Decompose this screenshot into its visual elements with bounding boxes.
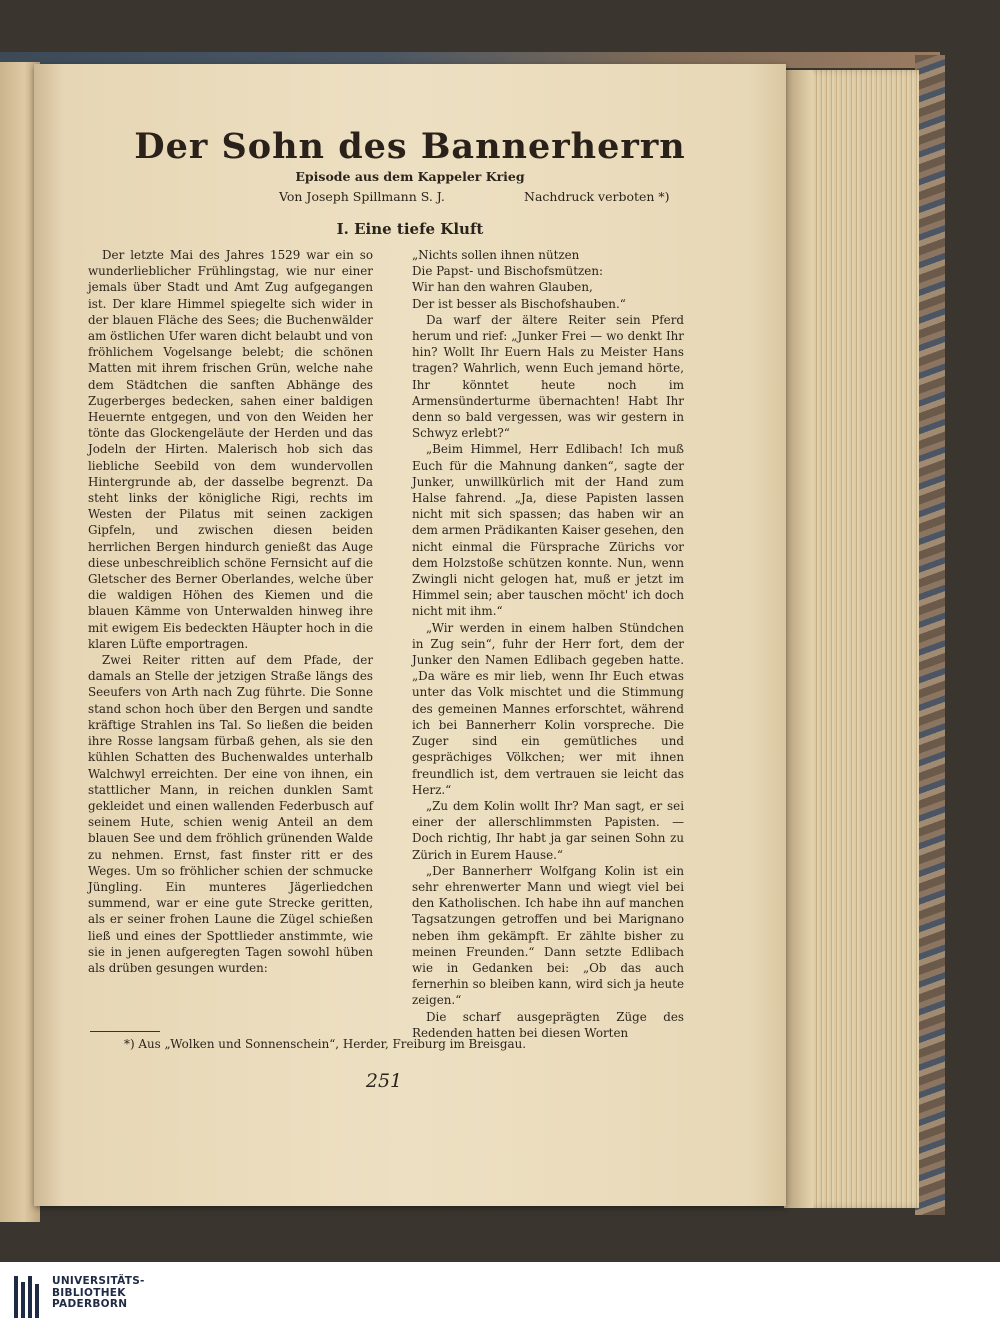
page-title: Der Sohn des Bannerherrn xyxy=(134,126,686,167)
paragraph: „Zu dem Kolin wollt Ihr? Man sagt, er sei einer der allerschlimmsten Papisten. — Doch richtig, Ihr habt ja gar seinen Sohn zu Zürich in Eurem Hause.“ xyxy=(412,798,684,862)
library-logo-icon xyxy=(12,1274,46,1320)
logo-line: UNIVERSITÄTS- xyxy=(52,1275,145,1287)
paragraph: „Beim Himmel, Herr Edlibach! Ich muß Euch für die Mahnung danken“, sagte der Junker, unwillkürlich mit der Hand zum Halse fahrend. „Ja, diese Papisten lassen nicht mit sich spassen; das haben wir an dem armen Prädikanten Kaiser gesehen, den nicht einmal die Fürsprache Zürichs vor dem Holzstoße schützen konnte. Nun, wenn Zwingli nicht gelogen hat, muß er jetzt im Himmel sein; aber tauschen möcht' ich doch nicht mit ihm.“ xyxy=(412,442,685,619)
verse-line: Wir han den wahren Glauben, xyxy=(412,280,593,295)
paragraph: Der letzte Mai des Jahres 1529 war ein so wunderlieblicher Frühlingstag, wie nur einer jemals über Stadt und Amt Zug aufgegangen ist. Der klare Himmel spiegelte sich wider in der blauen Fläche des Sees; die Buchenwälder am östlichen Ufer waren dicht belaubt und von fröhlichem Vogelsange belebt; die schönen Matten mit ihrem frischen Grün, welche nahe dem Städtchen die sanften Abhänge des Zugerberges bedecken, sahen einer baldigen Heuernte entgegen, und von den Weiden her tönte das Glockengeläute der Herden und das Jodeln der Hirten. Malerisch hob sich das liebliche Seebild von dem wundervollen Hintergrunde ab, der dasselbe begrenzt. Da steht links der königliche Rigi, rechts im Westen der Pilatus mit seinen zackigen Gipfeln, und zwischen diesen beiden herrlichen Bergen hindurch genießt das Auge diese unbeschreiblich schöne Fernsicht auf die Gletscher des Berner Oberlandes, welche über die waldigen Höhen des Kiemen und die blauen Kämme von Unterwalden hinweg ihre mit ewigem Eis bedeckten Häupter hoch in die klaren Lüfte emportragen. xyxy=(88,248,373,651)
footnote-divider xyxy=(90,1031,160,1032)
section-heading: I. Eine tiefe Kluft xyxy=(336,220,484,238)
library-logo-text xyxy=(52,1276,145,1311)
paragraph: Zwei Reiter ritten auf dem Pfade, der damals an Stelle der jetzigen Straße längs des Seeufers von Arth nach Zug führte. Die Sonne stand schon hoch über den Bergen und sandte kräftige Strahlen ins Tal. So ließen die beiden ihre Rosse langsam fürbaß gehen, als sie den kühlen Schatten des Buchenwaldes unterhalb Walchwyl erreichten. Der eine von ihnen, ein stattlicher Mann, in reichen dunklen Samt gekleidet und einen wallenden Federbusch auf seinem Hute, schien wenig Anteil an dem blauen See und dem fröhlich grünenden Walde zu nehmen. Ernst, fast finster ritt er des Weges. Um so fröhlicher schien der schmucke Jüngling. Ein munteres Jägerliedchen summend, war er eine gute Strecke geritten, als er seiner frohen Laune die Zügel schießen ließ und eines der Spottlieder anstimmte, wie sie in jenen aufgeregten Tagen sowohl hüben als drüben gesungen wurden: xyxy=(88,653,373,975)
footnote: *) Aus „Wolken und Sonnenschein“, Herder, Freiburg im Breisgau. xyxy=(124,1037,527,1051)
copyright-notice: Nachdruck verboten *) xyxy=(524,189,670,204)
page-number: 251 xyxy=(365,1070,403,1092)
subtitle: Episode aus dem Kappeler Krieg xyxy=(295,169,525,184)
paragraph: „Der Bannerherr Wolfgang Kolin ist ein sehr ehrenwerter Mann und wiegt viel bei den Katholischen. Ich habe ihn auf manchen Tagsatzungen getroffen und bei Marignano neben ihm gekämpft. Er zählte bisher zu meinen Freunden.“ Dann setzte Edlibach wie in Gedanken bei: „Ob das auch fernerhin so bleiben kann, wird sich ja heute zeigen.“ xyxy=(412,863,684,1008)
page-gutter-shadow xyxy=(785,70,813,1208)
verse-line: Der ist besser als Bischofshauben.“ xyxy=(412,296,626,311)
text-column-left xyxy=(88,247,373,976)
library-footer xyxy=(0,1262,1000,1326)
verse-line: Die Papst- und Bischofsmützen: xyxy=(412,264,604,279)
paragraph: Da warf der ältere Reiter sein Pferd herum und rief: „Junker Frei — wo denkt Ihr hin? Wollt Ihr Euern Hals zu Meister Hans tragen? Wahrlich, wenn Euch jemand hörte, Ihr könntet heute noch im Armensünderturme übernachten! Habt Ihr denn so bald vergessen, was wir gestern in Schwyz erlebt?“ xyxy=(412,312,684,441)
author-line: Von Joseph Spillmann S. J. xyxy=(279,189,445,204)
marbled-cover-edge xyxy=(915,55,945,1215)
text-column-right xyxy=(412,247,684,1041)
book-page xyxy=(34,64,786,1206)
paragraph: „Wir werden in einem halben Stündchen in Zug sein“, fuhr der Herr fort, dem der Junker den Namen Edlibach gegeben hatte. „Da wäre es mir lieb, wenn Ihr Euch etwas unter das Volk mischtet und die Stimmung des gemeinen Mannes erforschtet, während ich bei Bannerherr Kolin vorspreche. Die Zuger sind ein gemütliches und gesprächiges Völkchen; wer mit ihnen freundlich ist, dem vertrauen sie leicht das Herz.“ xyxy=(412,620,684,797)
logo-line: PADERBORN xyxy=(52,1298,128,1310)
logo-line: BIBLIOTHEK xyxy=(52,1286,126,1299)
verse-line: „Nichts sollen ihnen nützen xyxy=(412,248,580,262)
paragraph: Die scharf ausgeprägten Züge des Redenden hatten bei diesen Worten xyxy=(412,1009,684,1040)
